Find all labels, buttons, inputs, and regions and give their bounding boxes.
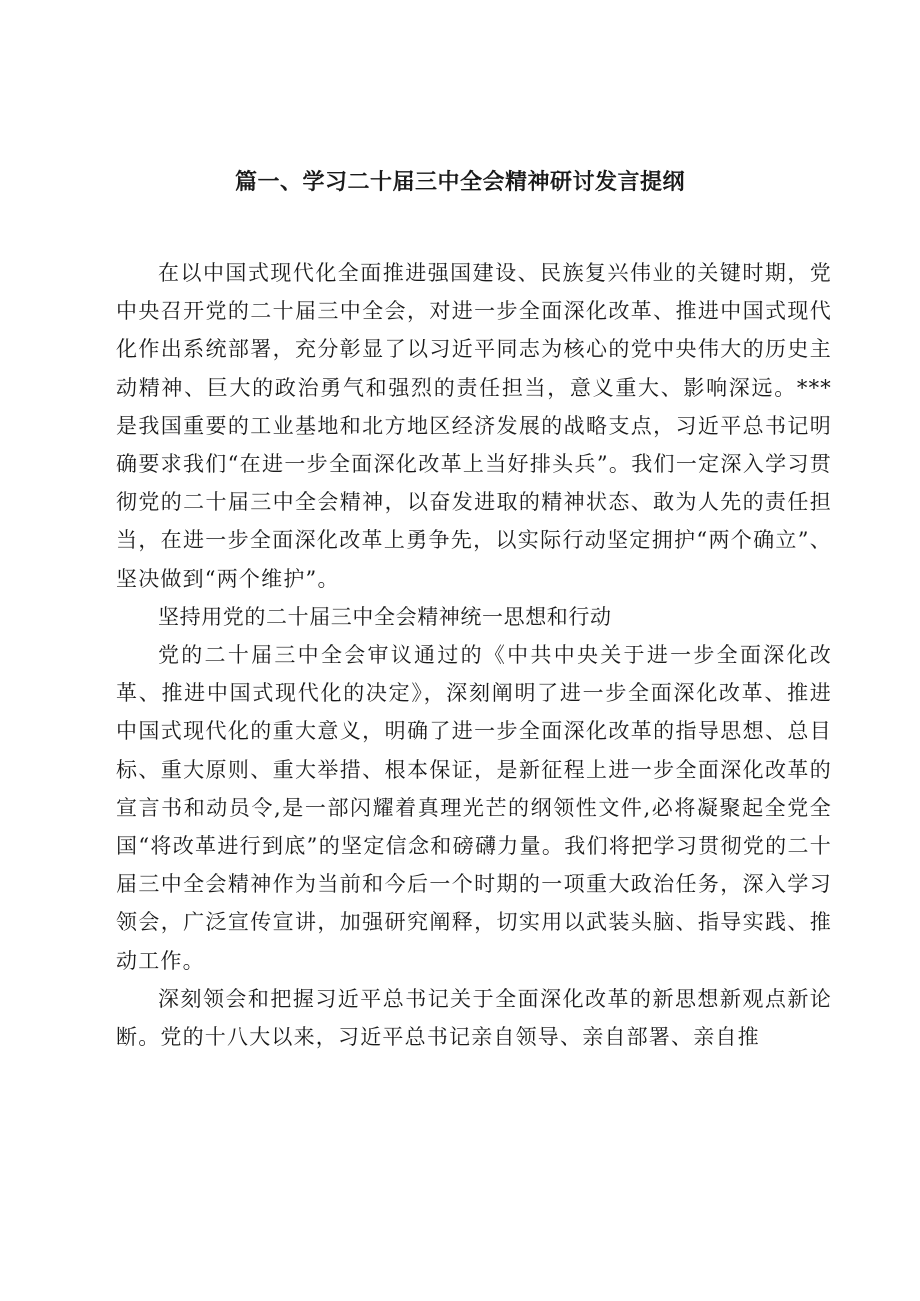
section-heading: 坚持用党的二十届三中全会精神统一思想和行动 [158, 604, 612, 629]
paragraph-intro: 在以中国式现代化全面推进强国建设、民族复兴伟业的关键时期，党中央召开党的二十届三中全会，对进一步全面深化改革、推进中国式现代化作出系统部署，充分彰显了以习近平同志为核心的党中央伟大的历史主动精神、巨大的政治勇气和强烈的责任担当，意义重大、影响深远。***是我国重要的工业基地和北方地区经济发展的战略支点，习近平总书记明确要求我们“在进一步全面深化改革上当好排头兵”。我们一定深入学习贯彻党的二十届三中全会精神，以奋发进取的精神状态、敢为人先的责任担当，在进一步全面深化改革上勇争先，以实际行动坚定拥护“两个确立”、坚决做到“两个维护”。 [116, 261, 832, 591]
paragraph-thought: 深刻领会和把握习近平总书记关于全面深化改革的新思想新观点新论断。党的十八大以来，习近平总书记亲自领导、亲自部署、亲自推 [116, 986, 832, 1050]
document-title: 篇一、学习二十届三中全会精神研讨发言提纲 [234, 170, 685, 195]
document-body [116, 254, 832, 1056]
paragraph-decision: 党的二十届三中全会审议通过的《中共中央关于进一步全面深化改革、推进中国式现代化的决定》，深刻阐明了进一步全面深化改革、推进中国式现代化的重大意义，明确了进一步全面深化改革的指导思想、总目标、重大原则、重大举措、根本保证，是新征程上进一步全面深化改革的宣言书和动员令,是一部闪耀着真理光芒的纲领性文件,必将凝聚起全党全国“将改革进行到底”的坚定信念和磅礴力量。我们将把学习贯彻党的二十届三中全会精神作为当前和今后一个时期的一项重大政治任务，深入学习领会，广泛宣传宣讲，加强研究阐释，切实用以武装头脑、指导实践、推动工作。 [116, 643, 832, 973]
